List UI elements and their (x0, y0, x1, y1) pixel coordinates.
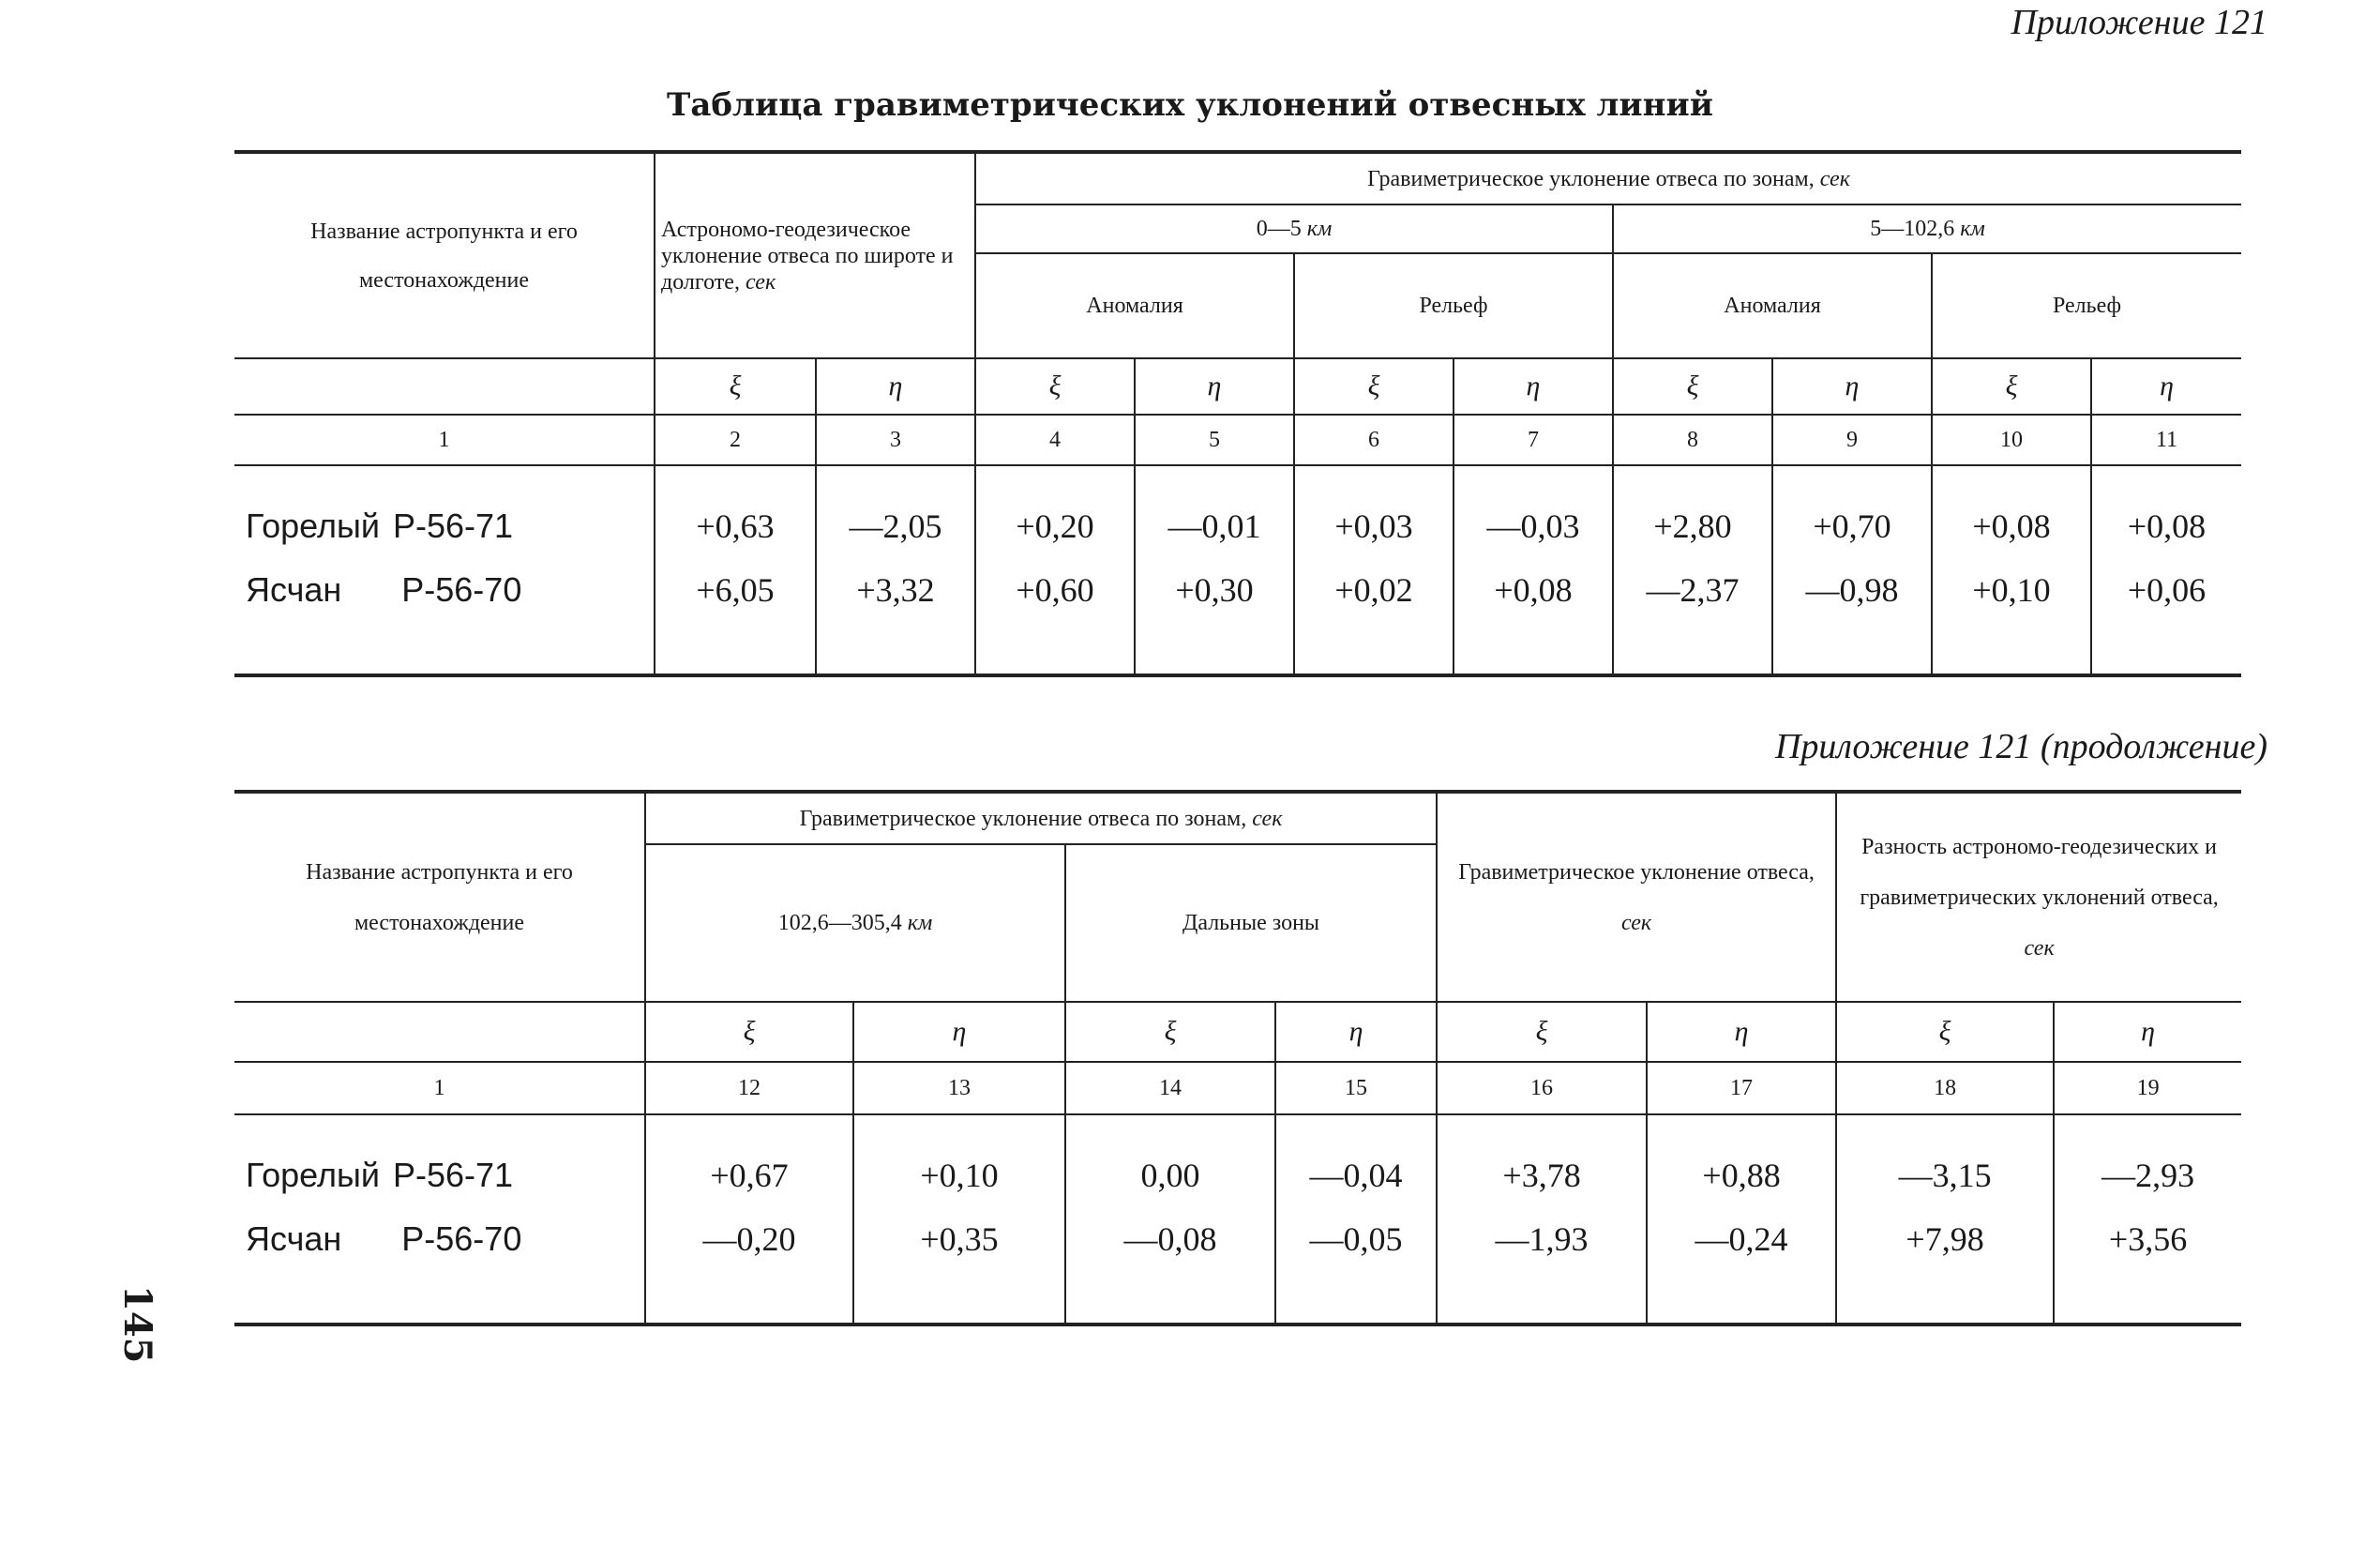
symbol-xi: ξ (1932, 358, 2091, 415)
col-number: 14 (1065, 1062, 1275, 1114)
total-grav-header: Гравиметрическое уклонение отвеса, сек (1437, 792, 1836, 1002)
table-row (234, 1114, 2241, 1208)
col-number: 11 (2091, 415, 2241, 465)
col-number: 2 (655, 415, 816, 465)
value-cell: —2,37 (1613, 559, 1772, 675)
symbol-xi: ξ (975, 358, 1135, 415)
col-number: 1 (234, 1062, 645, 1114)
symbol-eta: η (1454, 358, 1613, 415)
col-number: 17 (1647, 1062, 1836, 1114)
symbol-eta: η (1275, 1002, 1437, 1062)
col-number: 16 (1437, 1062, 1647, 1114)
value-cell: —1,93 (1437, 1208, 1647, 1325)
symbol-eta: η (2091, 358, 2241, 415)
value-cell: +0,88 (1647, 1114, 1836, 1208)
col-number: 7 (1454, 415, 1613, 465)
col-number: 5 (1135, 415, 1294, 465)
value-cell: 0,00 (1065, 1114, 1275, 1208)
col-number: 8 (1613, 415, 1772, 465)
value-cell: —0,24 (1647, 1208, 1836, 1325)
symbol-cell-empty (234, 358, 655, 415)
table-row (234, 465, 2241, 559)
value-cell: +0,02 (1294, 559, 1454, 675)
value-cell: +0,67 (645, 1114, 853, 1208)
col-number: 3 (816, 415, 975, 465)
zone-5-102-header: 5—102,6 км (1613, 204, 2241, 253)
symbol-xi: ξ (1294, 358, 1454, 415)
col-number: 13 (853, 1062, 1065, 1114)
relief-header: Рельеф (1294, 253, 1613, 358)
col-number: 10 (1932, 415, 2091, 465)
value-cell: +0,08 (2091, 465, 2241, 559)
value-cell: —3,15 (1836, 1114, 2054, 1208)
value-cell: +0,60 (975, 559, 1135, 675)
value-cell: +6,05 (655, 559, 816, 675)
value-cell: +3,56 (2054, 1208, 2241, 1325)
appendix-continued-label: Приложение 121 (продолжение) (1774, 727, 2267, 766)
value-cell: —0,04 (1275, 1114, 1437, 1208)
relief-header: Рельеф (1932, 253, 2241, 358)
station-name: Ясчан Р-56-70 (234, 1208, 645, 1325)
col-number: 19 (2054, 1062, 2241, 1114)
page-number: 145 (115, 1285, 159, 1364)
grav-header: Гравиметрическое уклонение отвеса по зонам, сек (645, 792, 1437, 844)
symbol-eta: η (1772, 358, 1932, 415)
value-cell: +0,10 (1932, 559, 2091, 675)
grav-header: Гравиметрическое уклонение отвеса по зонам, сек (975, 152, 2241, 204)
value-cell: —0,08 (1065, 1208, 1275, 1325)
value-cell: —0,98 (1772, 559, 1932, 675)
symbol-eta: η (1135, 358, 1294, 415)
appendix-label: Приложение 121 (2011, 3, 2267, 42)
col-number: 6 (1294, 415, 1454, 465)
value-cell: +7,98 (1836, 1208, 2054, 1325)
name-header: Название астропункта и его местонахождение (234, 792, 645, 1002)
deflection-table-2 (234, 790, 2241, 1326)
symbol-eta: η (853, 1002, 1065, 1062)
symbol-eta: η (2054, 1002, 2241, 1062)
value-cell: +0,30 (1135, 559, 1294, 675)
astro-header: Астрономо-геодезическое уклонение отвеса по широте и долготе, сек (655, 152, 975, 358)
table-row (234, 559, 2241, 675)
deflection-table-1 (234, 150, 2241, 677)
anomaly-header: Аномалия (975, 253, 1294, 358)
symbol-xi: ξ (645, 1002, 853, 1062)
name-header: Название астропункта и его местонахождение (234, 152, 655, 358)
col-number: 1 (234, 415, 655, 465)
value-cell: +0,03 (1294, 465, 1454, 559)
symbol-cell-empty (234, 1002, 645, 1062)
symbol-eta: η (816, 358, 975, 415)
col-number: 15 (1275, 1062, 1437, 1114)
col-number: 18 (1836, 1062, 2054, 1114)
value-cell: —2,05 (816, 465, 975, 559)
symbol-xi: ξ (1437, 1002, 1647, 1062)
zone-102-305-header: 102,6—305,4 км (645, 844, 1065, 1002)
symbol-xi: ξ (1836, 1002, 2054, 1062)
symbol-eta: η (1647, 1002, 1836, 1062)
value-cell: +3,32 (816, 559, 975, 675)
value-cell: +0,63 (655, 465, 816, 559)
symbol-xi: ξ (1065, 1002, 1275, 1062)
symbol-xi: ξ (1613, 358, 1772, 415)
symbol-xi: ξ (655, 358, 816, 415)
value-cell: —2,93 (2054, 1114, 2241, 1208)
value-cell: +3,78 (1437, 1114, 1647, 1208)
col-number: 4 (975, 415, 1135, 465)
col-number: 9 (1772, 415, 1932, 465)
value-cell: +0,06 (2091, 559, 2241, 675)
far-zones-header: Дальные зоны (1065, 844, 1437, 1002)
value-cell: +0,70 (1772, 465, 1932, 559)
value-cell: +0,10 (853, 1114, 1065, 1208)
value-cell: —0,01 (1135, 465, 1294, 559)
difference-header: Разность астрономо-геодезических и гравиметрических уклонений отвеса, сек (1836, 792, 2241, 1002)
value-cell: +2,80 (1613, 465, 1772, 559)
value-cell: —0,05 (1275, 1208, 1437, 1325)
table-row (234, 1208, 2241, 1325)
anomaly-header: Аномалия (1613, 253, 1932, 358)
station-name: Горелый Р-56-71 (234, 465, 655, 559)
value-cell: +0,35 (853, 1208, 1065, 1325)
page-title: Таблица гравиметрических уклонений отвесных линий (667, 86, 1713, 124)
value-cell: —0,03 (1454, 465, 1613, 559)
value-cell: +0,20 (975, 465, 1135, 559)
value-cell: +0,08 (1454, 559, 1613, 675)
value-cell: +0,08 (1932, 465, 2091, 559)
col-number: 12 (645, 1062, 853, 1114)
zone-0-5-header: 0—5 км (975, 204, 1613, 253)
station-name: Ясчан Р-56-70 (234, 559, 655, 675)
value-cell: —0,20 (645, 1208, 853, 1325)
station-name: Горелый Р-56-71 (234, 1114, 645, 1208)
